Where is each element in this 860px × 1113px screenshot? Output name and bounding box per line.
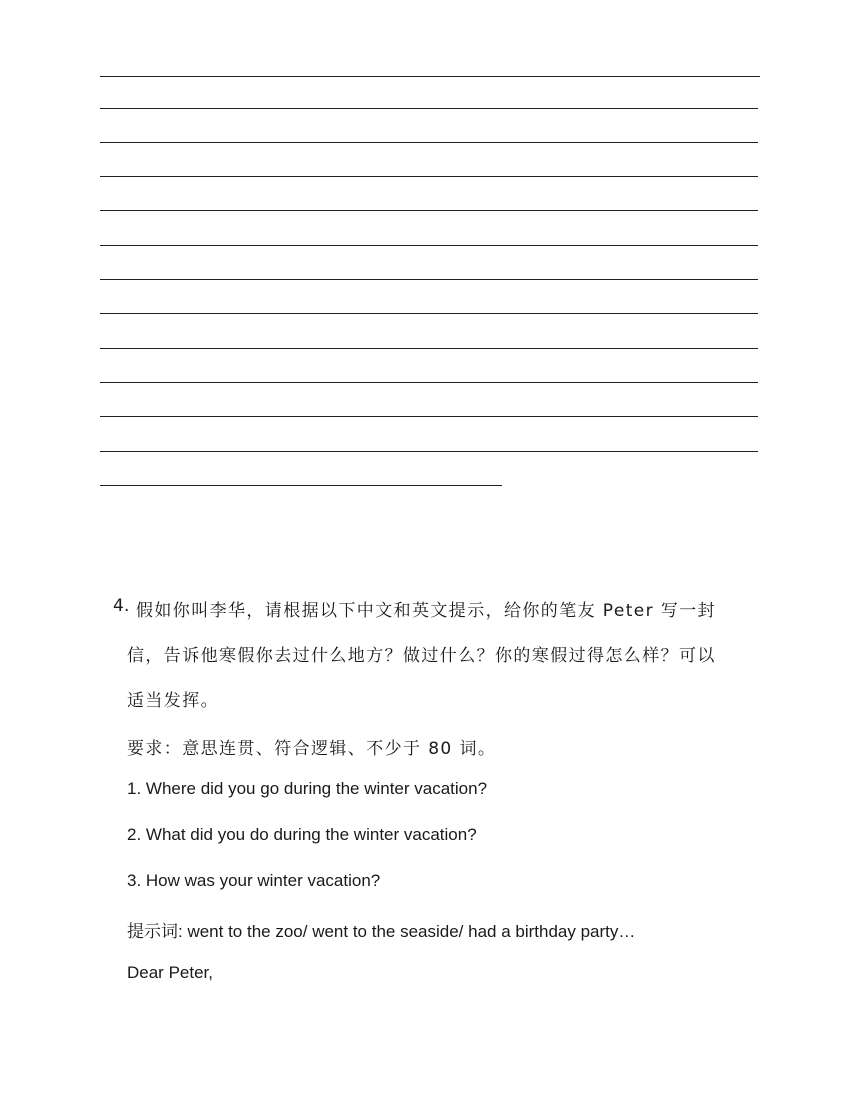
question-prompt-line-1: 假如你叫李华，请根据以下中文和英文提示，给你的笔友 Peter 写一封 <box>136 601 717 621</box>
answer-line-6[interactable] <box>100 245 758 246</box>
hint-words: 提示词: went to the zoo/ went to the seaside/ had a birthday party… <box>127 922 636 941</box>
guide-question-2: 2. What did you do during the winter vacation? <box>127 825 477 844</box>
question-number: 4. <box>113 596 130 616</box>
answer-line-3[interactable] <box>100 142 758 143</box>
answer-line-9[interactable] <box>100 348 758 349</box>
answer-line-4[interactable] <box>100 176 758 177</box>
answer-line-12[interactable] <box>100 451 758 452</box>
answer-line-7[interactable] <box>100 279 758 280</box>
question-prompt-line-2: 信，告诉他寒假你去过什么地方？做过什么？你的寒假过得怎么样？可以 <box>127 646 716 666</box>
letter-salutation: Dear Peter, <box>127 963 213 982</box>
answer-line-10[interactable] <box>100 382 758 383</box>
guide-question-3: 3. How was your winter vacation? <box>127 871 381 890</box>
question-prompt-line-3: 适当发挥。 <box>127 691 219 711</box>
guide-question-1: 1. Where did you go during the winter vacation? <box>127 779 488 798</box>
answer-line-2[interactable] <box>100 108 758 109</box>
answer-line-1[interactable] <box>100 76 760 77</box>
answer-line-5[interactable] <box>100 210 758 211</box>
answer-line-8[interactable] <box>100 313 758 314</box>
question-requirement: 要求：意思连贯、符合逻辑、不少于 80 词。 <box>127 739 497 759</box>
answer-line-11[interactable] <box>100 416 758 417</box>
answer-line-13[interactable] <box>100 485 502 486</box>
